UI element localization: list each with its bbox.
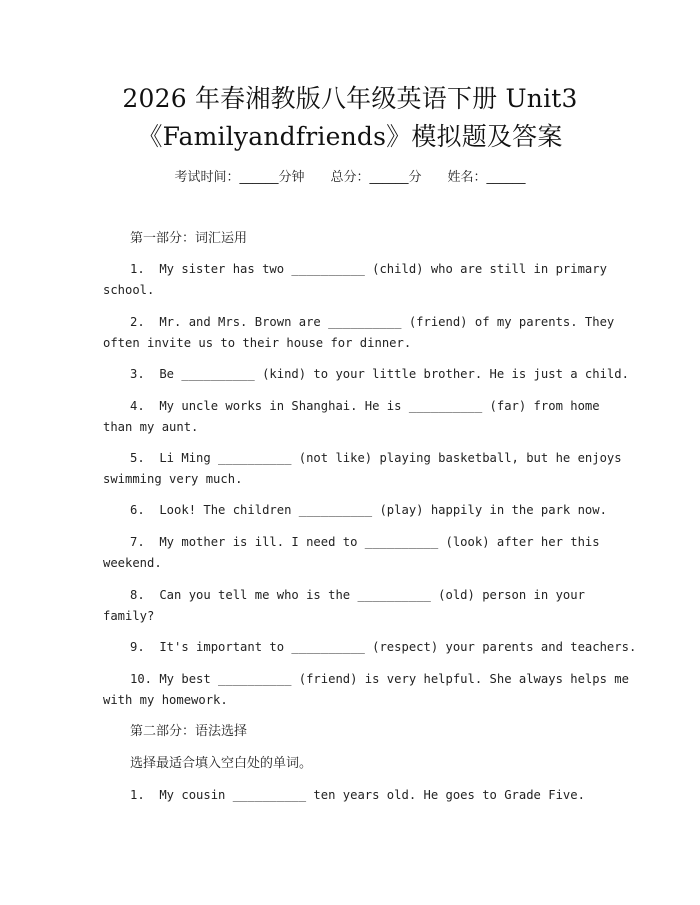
- question-text: 9. It's important to __________ (respect) your parents and teachers.: [130, 640, 637, 654]
- question-text: 6. Look! The children __________ (play) happily in the park now.: [130, 503, 607, 517]
- part2-heading: 第二部分：语法选择: [130, 724, 248, 739]
- part2-instruction: 选择最适合填入空白处的单词。: [130, 756, 313, 771]
- question-1-3: [103, 364, 629, 385]
- question-text: 1. My sister has two __________ (child) who are still in primary: [130, 262, 607, 276]
- question-text: 2. Mr. and Mrs. Brown are __________ (friend) of my parents. They: [130, 315, 615, 329]
- question-2-1: [103, 785, 603, 806]
- question-1-8: [103, 585, 603, 627]
- question-text-cont: school.: [103, 283, 155, 297]
- question-text-cont: often invite us to their house for dinner.: [103, 336, 412, 350]
- exam-time-field: 考试时间：______分钟: [174, 170, 305, 185]
- question-text: 1. My cousin __________ ten years old. He goes to Grade Five.: [130, 788, 585, 802]
- question-text-cont: swimming very much.: [103, 472, 243, 486]
- question-text: 5. Li Ming __________ (not like) playing basketball, but he enjoys: [130, 451, 622, 465]
- exam-score-field: 总分：______分: [330, 170, 422, 185]
- document-title-line2: 《Familyandfriends》模拟题及答案: [137, 122, 563, 151]
- question-1-10: [103, 669, 629, 711]
- question-text: 8. Can you tell me who is the __________ (old) person in your: [130, 588, 585, 602]
- question-text: 3. Be __________ (kind) to your little brother. He is just a child.: [130, 367, 629, 381]
- part1-heading: 第一部分：词汇运用: [130, 231, 248, 246]
- question-1-4: [103, 396, 603, 438]
- question-1-5: [103, 448, 622, 490]
- exam-name-field: 姓名：______: [447, 170, 526, 185]
- question-1-1: [103, 259, 607, 301]
- question-1-6: [103, 500, 607, 521]
- question-1-9: [103, 637, 637, 658]
- question-text: 4. My uncle works in Shanghai. He is __________ (far) from home: [130, 399, 600, 413]
- question-1-7: [103, 532, 603, 574]
- question-text: 10. My best __________ (friend) is very helpful. She always helps me: [130, 672, 629, 686]
- question-text-cont: weekend.: [103, 556, 162, 570]
- question-text-cont: than my aunt.: [103, 420, 199, 434]
- question-text-cont: family?: [103, 609, 155, 623]
- exam-info: [0, 168, 700, 188]
- question-text: 7. My mother is ill. I need to __________ (look) after her this: [130, 535, 600, 549]
- question-1-2: [103, 312, 615, 354]
- question-text-cont: with my homework.: [103, 693, 228, 707]
- document-title-line1: 2026 年春湘教版八年级英语下册 Unit3: [122, 84, 578, 113]
